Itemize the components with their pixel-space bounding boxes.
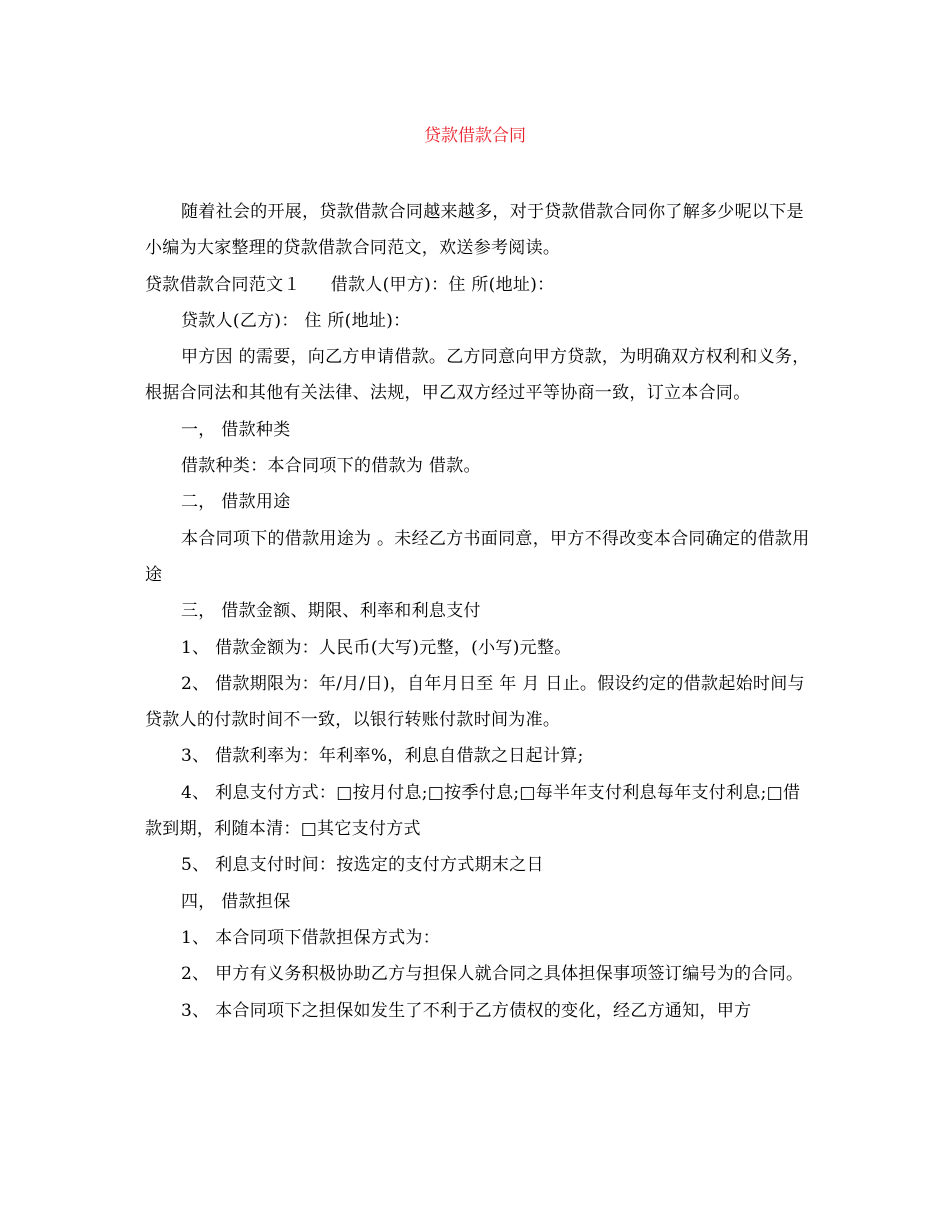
clause-paragraph: 本合同项下的借款用途为 。未经乙方书面同意，甲方不得改变本合同确定的借款用途 — [145, 528, 810, 585]
section-heading: 一， 借款种类 — [181, 419, 291, 440]
clause-paragraph: 4、 利息支付方式：□按月付息;□按季付息;□每半年支付利息每年支付利息;□借款到期，利随本清：□其它支付方式 — [145, 782, 801, 840]
section-heading: 四， 借款担保 — [181, 891, 291, 912]
lender-line: 贷款人(乙方)： 住 所(地址)： — [181, 310, 411, 331]
intro-paragraph: 随着社会的开展，贷款借款合同越来越多，对于贷款借款合同你了解多少呢以下是小编为大家整理的贷款借款合同范文，欢送参考阅读。 — [145, 202, 804, 259]
clause-paragraph: 2、 甲方有义务积极协助乙方与担保人就合同之具体担保事项签订编号为的合同。 — [181, 964, 804, 985]
document-title: 贷款借款合同 — [424, 126, 526, 146]
section-heading: 三， 借款金额、期限、利率和利息支付 — [181, 601, 481, 622]
preamble-paragraph: 甲方因 的需要，向乙方申请借款。乙方同意向甲方贷款，为明确双方权利和义务，根据合同法和其他有关法律、法规，甲乙双方经过平等协商一致，订立本合同。 — [145, 347, 810, 404]
sample-heading-line — [145, 267, 815, 303]
clause-paragraph: 1、 借款金额为：人民币(大写)元整，(小写)元整。 — [181, 637, 572, 658]
sample-heading: 贷款借款合同范文１ — [145, 274, 301, 295]
document-body — [145, 194, 815, 1029]
clause-paragraph: 5、 利息支付时间：按选定的支付方式期末之日 — [181, 855, 544, 876]
clause-paragraph: 借款种类：本合同项下的借款为 借款。 — [181, 456, 481, 477]
clause-paragraph: 3、 借款利率为：年利率%，利息自借款之日起计算; — [181, 746, 584, 767]
borrower-line: 借款人(甲方)：住 所(地址)： — [330, 274, 555, 295]
clause-paragraph: 2、 借款期限为：年/月/日)，自年月日至 年 月 日止。假设约定的借款起始时间与贷款人的付款时间不一致，以银行转账付款时间为准。 — [145, 673, 805, 731]
clause-paragraph: 1、 本合同项下借款担保方式为： — [181, 927, 441, 948]
section-heading: 二， 借款用途 — [181, 492, 291, 513]
clause-paragraph: 3、 本合同项下之担保如发生了不利于乙方债权的变化，经乙方通知，甲方 — [181, 1000, 752, 1021]
